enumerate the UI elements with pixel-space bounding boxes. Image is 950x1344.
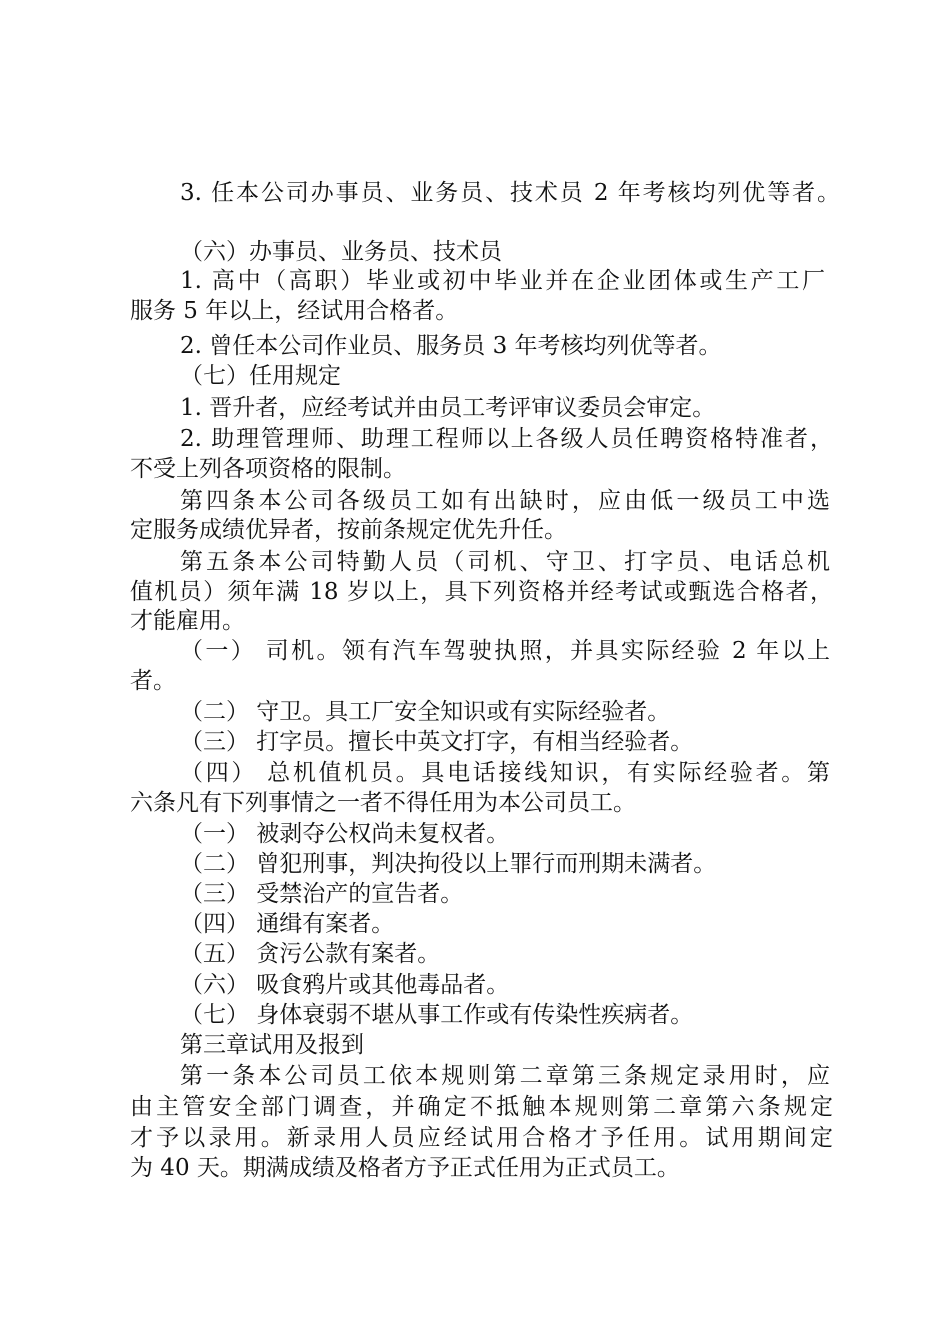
list-item: （七） 身体衰弱不堪从事工作或有传染性疾病者。: [180, 1002, 694, 1028]
list-item: （四） 总机值机员。具电话接线知识，有实际经验者。第: [180, 760, 830, 786]
text-line: 3. 任本公司办事员、业务员、技术员 2 年考核均列优等者。: [180, 180, 840, 206]
text-line: 为 40 天。期满成绩及格者方予正式任用为正式员工。: [130, 1155, 680, 1181]
section-heading: （六）办事员、业务员、技术员: [180, 239, 502, 265]
text-line: 值机员）须年满 18 岁以上，具下列资格并经考试或甄选合格者，: [130, 579, 833, 605]
list-item: （二） 守卫。具工厂安全知识或有实际经验者。: [180, 699, 671, 725]
list-item: （三） 打字员。擅长中英文打字，有相当经验者。: [180, 729, 694, 755]
article-line: 第五条本公司特勤人员（司机、守卫、打字员、电话总机: [180, 549, 830, 575]
list-item: （六） 吸食鸦片或其他毒品者。: [180, 972, 510, 998]
article-line: 六条凡有下列事情之一者不得任用为本公司员工。: [130, 790, 636, 816]
list-item: （三） 受禁治产的宣告者。: [180, 881, 464, 907]
article-line: 第四条本公司各级员工如有出缺时，应由低一级员工中选: [180, 488, 830, 514]
text-line: 才予以录用。新录用人员应经试用合格才予任用。试用期间定: [130, 1125, 833, 1151]
text-line: 1. 高中（高职）毕业或初中毕业并在企业团体或生产工厂: [180, 268, 825, 294]
section-heading: （七）任用规定: [180, 363, 341, 389]
text-line: 由主管安全部门调查，并确定不抵触本规则第二章第六条规定: [130, 1094, 833, 1120]
text-line: 1. 晋升者，应经考试并由员工考评审议委员会审定。: [180, 395, 716, 421]
list-item: （一） 被剥夺公权尚未复权者。: [180, 821, 510, 847]
text-line: 2. 助理管理师、助理工程师以上各级人员任聘资格特准者，: [180, 426, 833, 452]
chapter-heading: 第三章试用及报到: [180, 1032, 364, 1058]
text-line: 才能雇用。: [130, 608, 245, 634]
article-line: 第一条本公司员工依本规则第二章第三条规定录用时，应: [180, 1063, 830, 1089]
list-item: （二） 曾犯刑事，判决拘役以上罪行而刑期未满者。: [180, 851, 717, 877]
text-line: 定服务成绩优异者，按前条规定优先升任。: [130, 517, 567, 543]
text-line: 不受上列各项资格的限制。: [130, 456, 406, 482]
list-item: （五） 贪污公款有案者。: [180, 941, 441, 967]
text-line: 2. 曾任本公司作业员、服务员 3 年考核均列优等者。: [180, 333, 722, 359]
text-line: 者。: [130, 668, 176, 694]
text-line: 服务 5 年以上，经试用合格者。: [130, 298, 459, 324]
list-item: （一） 司机。领有汽车驾驶执照，并具实际经验 2 年以上: [180, 638, 830, 664]
list-item: （四） 通缉有案者。: [180, 911, 395, 937]
